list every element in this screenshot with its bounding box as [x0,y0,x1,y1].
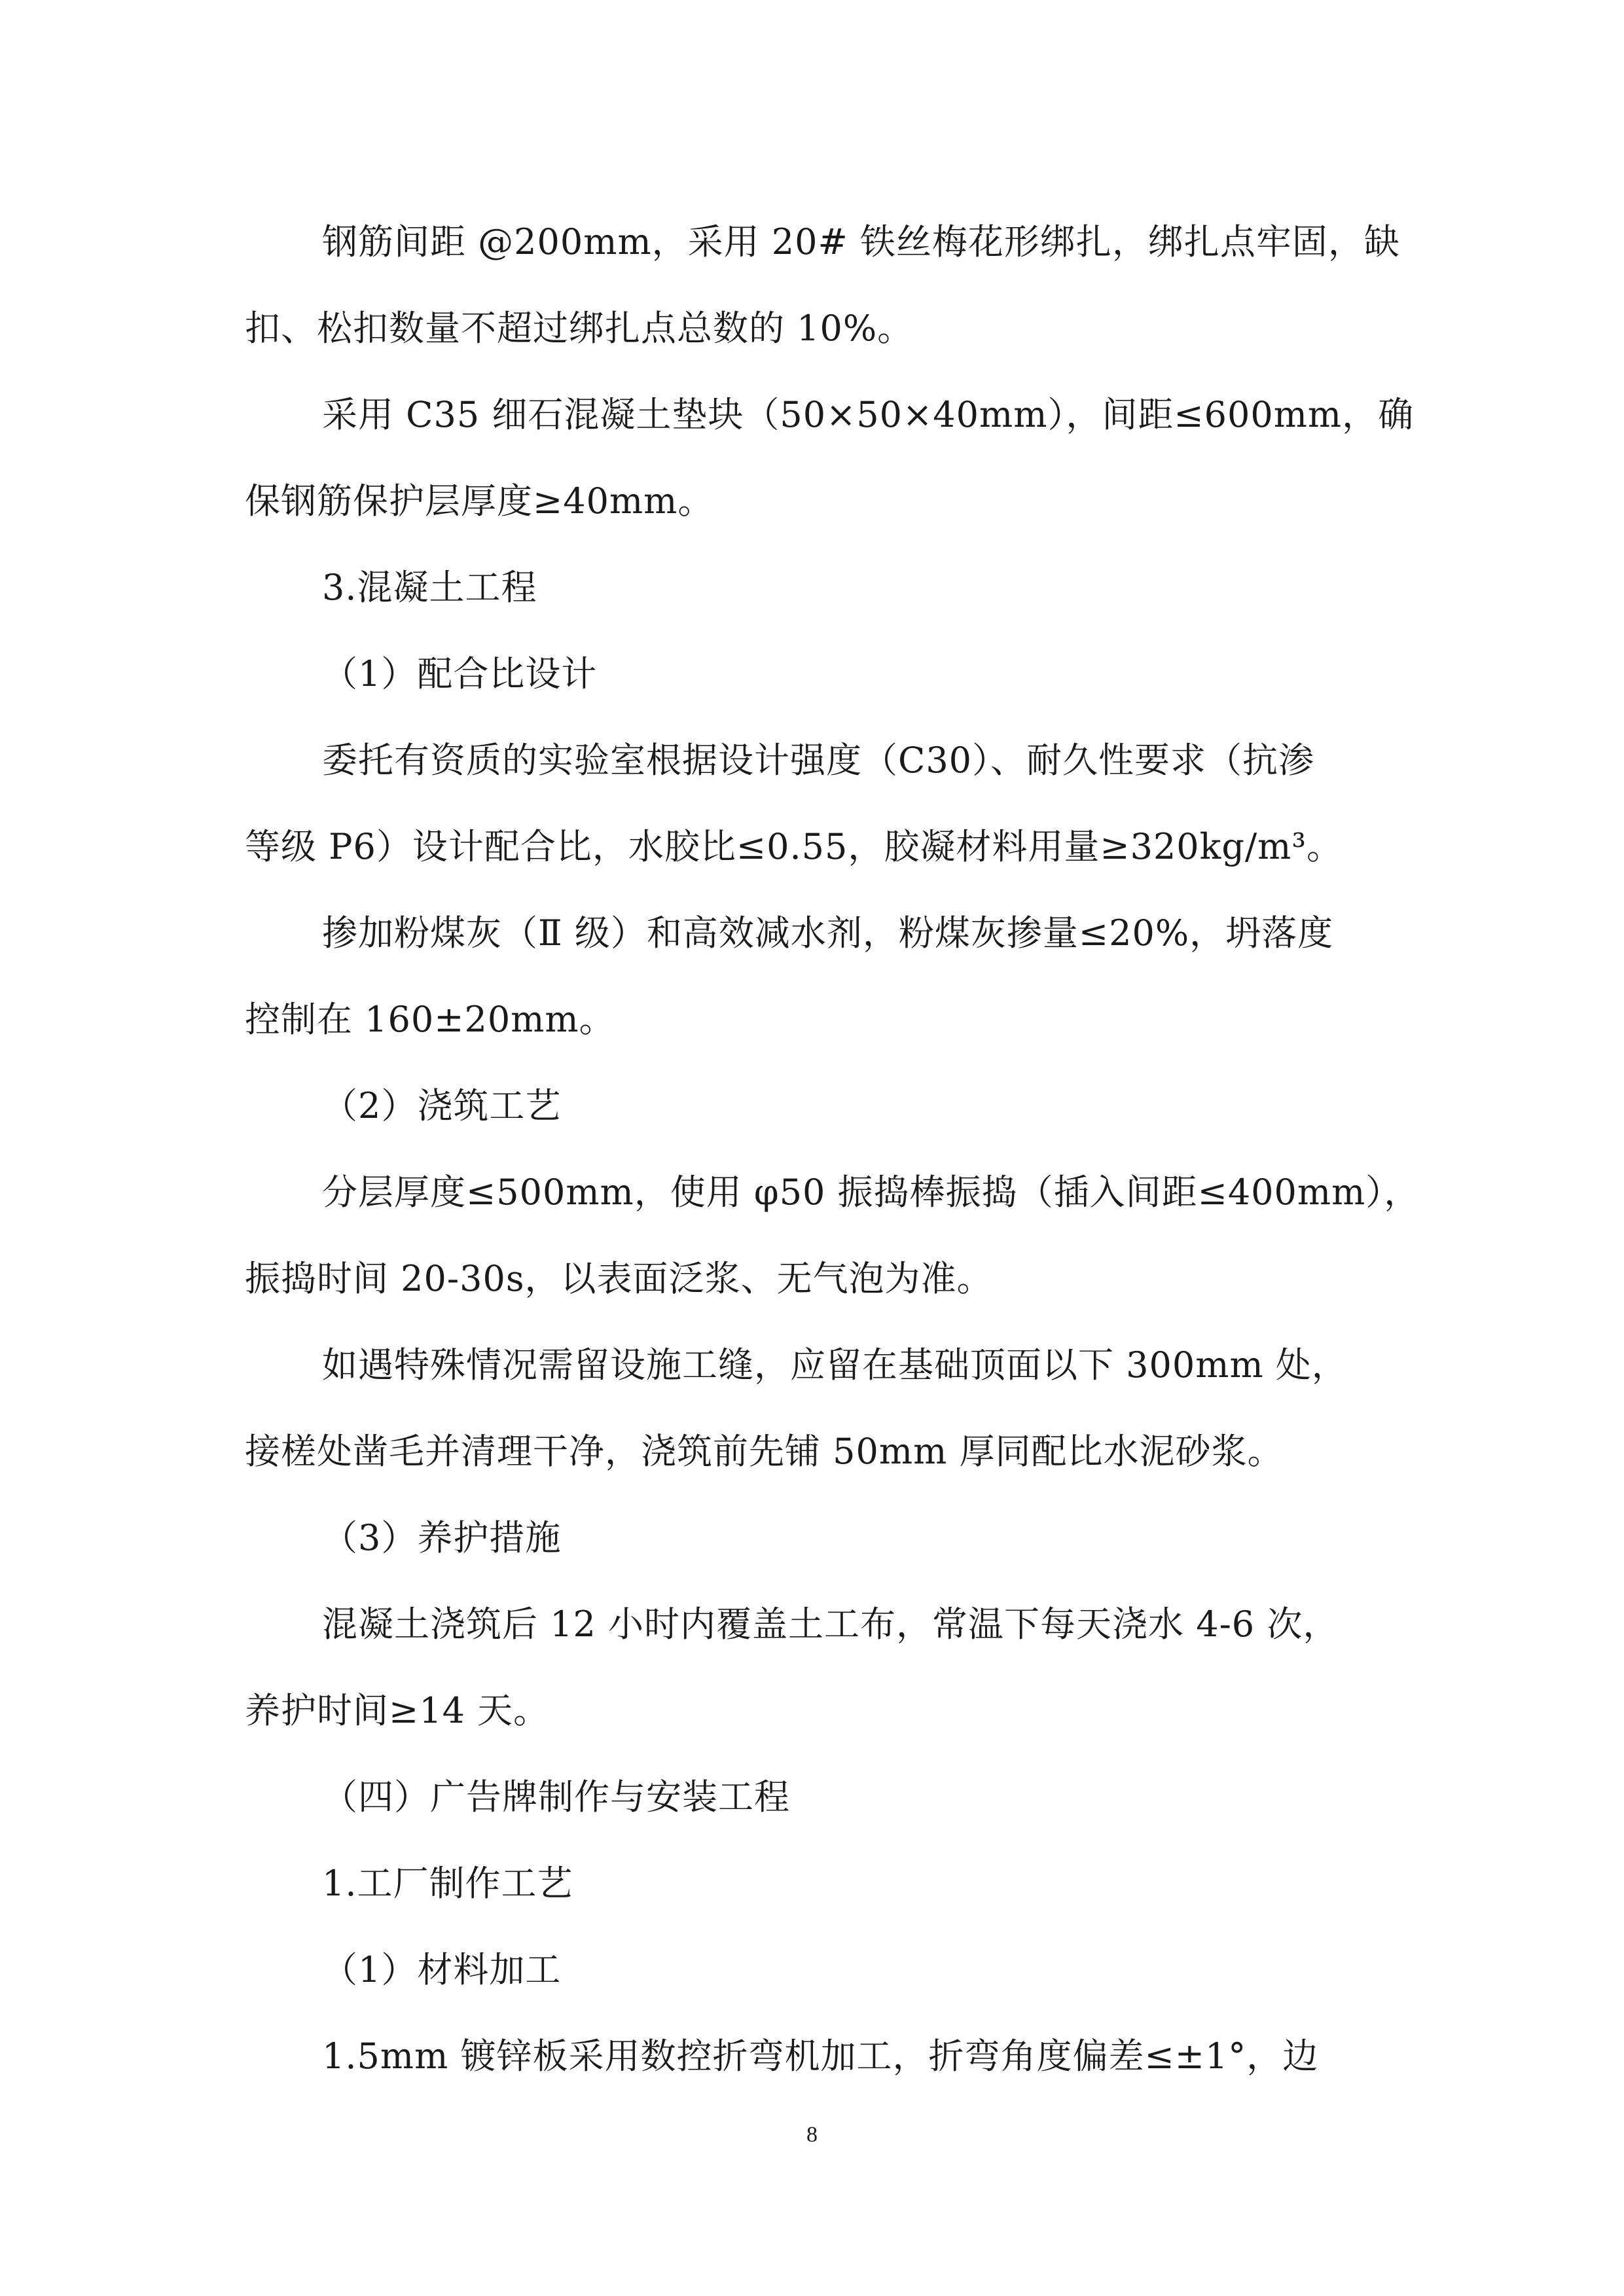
section-heading: 3.混凝土工程 [322,567,537,608]
paragraph-line: 扣、松扣数量不超过绑扎点总数的 10%。 [245,308,914,349]
paragraph-line: 养护时间≥14 天。 [245,1690,550,1731]
page-number: 8 [806,2123,818,2147]
paragraph-line: 采用 C35 细石混凝土垫块（50×50×40mm），间距≤600mm，确 [322,394,1415,435]
paragraph-line: 掺加粉煤灰（Ⅱ 级）和高效减水剂，粉煤灰掺量≤20%，坍落度 [322,912,1334,954]
paragraph-line: 委托有资质的实验室根据设计强度（C30）、耐久性要求（抗渗 [322,740,1315,781]
paragraph-line: 混凝土浇筑后 12 小时内覆盖土工布，常温下每天浇水 4-6 次， [322,1604,1339,1645]
paragraph-line: 如遇特殊情况需留设施工缝，应留在基础顶面以下 300mm 处， [322,1344,1348,1386]
subsection-heading: （3）养护措施 [322,1517,562,1558]
section-heading: （四）广告牌制作与安装工程 [322,1776,790,1818]
paragraph-line: 接槎处凿毛并清理干净，浇筑前先铺 50mm 厚同配比水泥砂浆。 [245,1431,1284,1472]
paragraph-line: 钢筋间距 @200mm，采用 20# 铁丝梅花形绑扎，绑扎点牢固，缺 [322,221,1400,262]
paragraph-line: 控制在 160±20mm。 [245,999,615,1040]
paragraph-line: 分层厚度≤500mm，使用 φ50 振捣棒振捣（插入间距≤400mm）， [322,1172,1420,1213]
paragraph-line: 1.5mm 镀锌板采用数控折弯机加工，折弯角度偏差≤±1°，边 [322,2036,1319,2077]
paragraph-line: 等级 P6）设计配合比，水胶比≤0.55，胶凝材料用量≥320kg/m³。 [245,826,1343,867]
subsection-heading: （1）材料加工 [322,1949,562,1990]
section-heading: 1.工厂制作工艺 [322,1863,573,1904]
subsection-heading: （1）配合比设计 [322,653,598,694]
paragraph-line: 保钢筋保护层厚度≥40mm。 [245,480,714,522]
paragraph-line: 振捣时间 20-30s，以表面泛浆、无气泡为准。 [245,1258,993,1299]
subsection-heading: （2）浇筑工艺 [322,1085,562,1126]
